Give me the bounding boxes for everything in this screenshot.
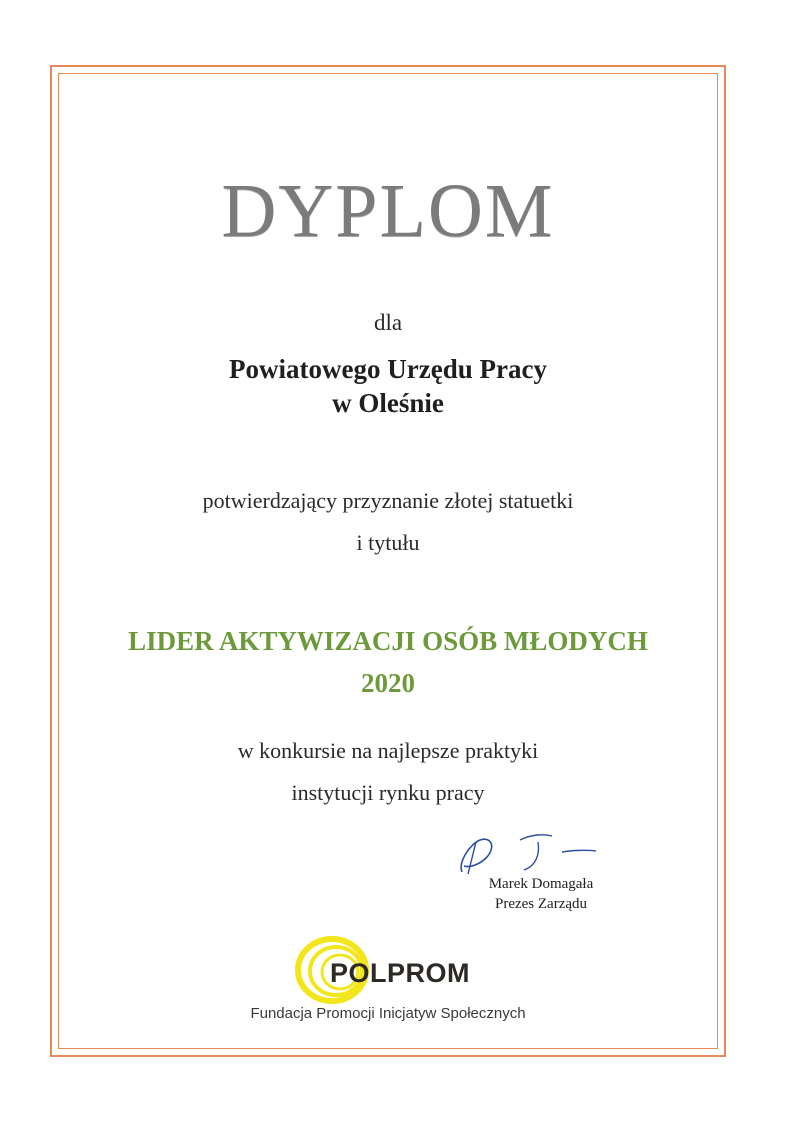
- foundation-name: Fundacja Promocji Inicjatyw Społecznych: [250, 1005, 526, 1022]
- confirmation-line-2: i tytułu: [356, 530, 420, 555]
- contest-line-2: instytucji rynku pracy: [291, 780, 485, 805]
- recipient-line-2: w Oleśnie: [332, 388, 444, 418]
- recipient-name: [58, 352, 718, 420]
- award-title: [58, 620, 718, 704]
- signer-block: [466, 874, 616, 914]
- logo-text: POLPROM: [330, 958, 471, 988]
- signer-name: Marek Domagała: [488, 876, 594, 892]
- diploma-title: DYPLOM: [221, 169, 555, 253]
- recipient-line-1: Powiatowego Urzędu Pracy: [229, 354, 547, 384]
- award-line-1: LIDER AKTYWIZACJI OSÓB MŁODYCH: [128, 626, 648, 656]
- confirmation-text: [58, 480, 718, 564]
- contest-text: [58, 730, 718, 814]
- confirmation-line-1: potwierdzający przyznanie złotej statuetki: [202, 488, 574, 513]
- signer-role: Prezes Zarządu: [494, 896, 588, 912]
- signature-icon: [440, 822, 600, 882]
- for-word: dla: [373, 310, 403, 335]
- award-year: 2020: [361, 668, 415, 698]
- contest-line-1: w konkursie na najlepsze praktyki: [237, 738, 539, 763]
